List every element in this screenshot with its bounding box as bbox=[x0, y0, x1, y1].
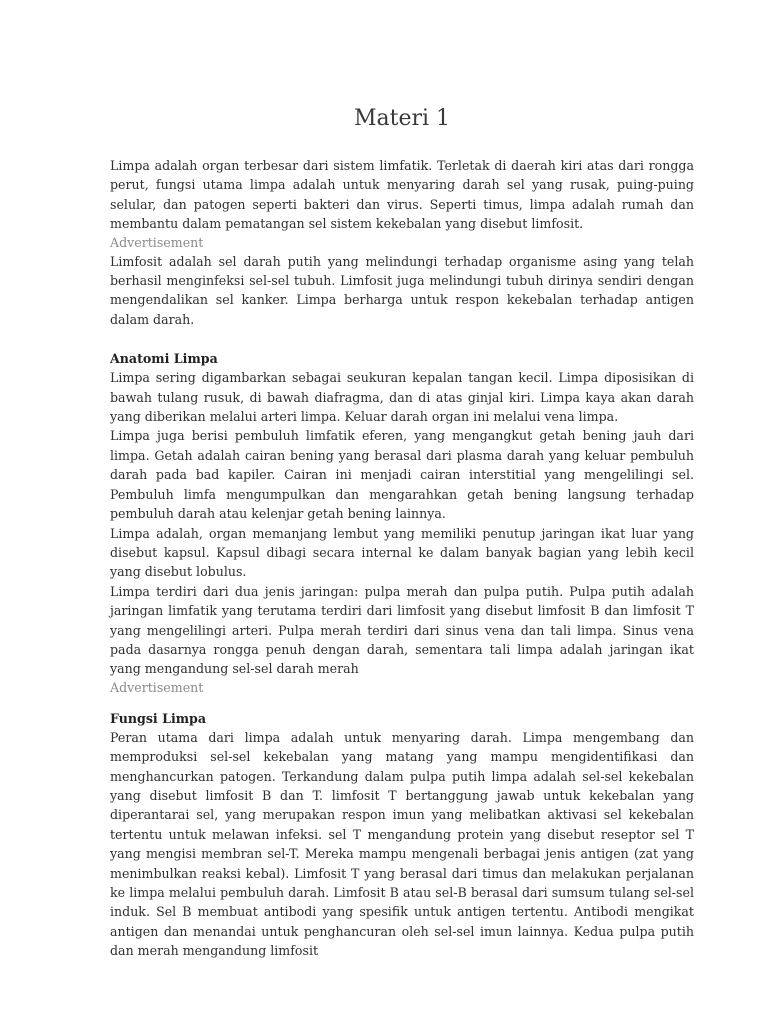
section-heading-anatomi: Anatomi Limpa bbox=[110, 351, 218, 367]
anatomi-paragraph-3: Limpa adalah, organ memanjang lembut yang memiliki penutup jaringan ikat luar yang disebut kapsul. Kapsul dibagi secara internal ke dalam banyak bagian yang lebih kecil yang disebut lobulus. bbox=[110, 525, 694, 580]
page-title: Materi 1 bbox=[353, 106, 451, 131]
section-heading-fungsi: Fungsi Limpa bbox=[110, 710, 207, 726]
intro-paragraph-2: Limfosit adalah sel darah putih yang melindungi terhadap organisme asing yang telah berhasil menginfeksi sel-sel tubuh. Limfosit juga melindungi tubuh dirinya sendiri dengan mengendalikan sel kanker. Limpa berharga untuk respon kekebalan terhadap antigen dalam darah. bbox=[110, 253, 694, 327]
anatomi-paragraph-2: Limpa juga berisi pembuluh limfatik eferen, yang mengangkut getah bening jauh dari limpa. Getah adalah cairan bening yang berasal dari plasma darah yang keluar pembuluh darah pada bad kapiler. Cairan ini menjadi cairan interstitial yang mengelilingi sel. Pembuluh limfa mengumpulkan dan mengarahkan getah bening langsung terhadap pembuluh darah atau kelenjar getah bening lainnya. bbox=[110, 428, 694, 522]
anatomi-paragraph-1: Limpa sering digambarkan sebagai seukuran kepalan tangan kecil. Limpa diposisikan di bawah tulang rusuk, di bawah diafragma, dan di atas ginjal kiri. Limpa kaya akan darah yang diberikan melalui arteri limpa. Keluar darah organ ini melalui vena limpa. bbox=[110, 370, 694, 425]
fungsi-paragraph-1: Peran utama dari limpa adalah untuk menyaring darah. Limpa mengembang dan memproduksi sel-sel kekebalan yang matang yang mampu mengidentifikasi dan menghancurkan patogen. Terkandung dalam pulpa putih limpa adalah sel-sel kekebalan yang disebut limfosit B dan T. limfosit T bertanggung jawab untuk kekebalan yang diperantarai sel, yang merupakan respon imun yang melibatkan aktivasi sel kekebalan tertentu untuk melawan infeksi. sel T mengandung protein yang disebut reseptor sel T yang mengisi membran sel-T. Mereka mampu mengenali berbagai jenis antigen (zat yang menimbulkan reaksi kebal). Limfosit T yang berasal dari timus dan melakukan perjalanan ke limpa melalui pembuluh darah. Limfosit B atau sel-B berasal dari sumsum tulang sel-sel induk. Sel B membuat antibodi yang spesifik untuk antigen tertentu. Antibodi mengikat antigen dan menandai untuk penghancuran oleh sel-sel imun lainnya. Kedua pulpa putih dan merah mengandung limfosit bbox=[110, 729, 694, 959]
document-page bbox=[110, 104, 694, 961]
intro-paragraph: Limpa adalah organ terbesar dari sistem limfatik. Terletak di daerah kiri atas dari rongga perut, fungsi utama limpa adalah untuk menyaring darah sel yang rusak, puing-puing selular, dan patogen seperti bakteri dan virus. Seperti timus, limpa adalah rumah dan membantu dalam pematangan sel sistem kekebalan yang disebut limfosit. bbox=[110, 158, 694, 232]
anatomi-paragraph-4: Limpa terdiri dari dua jenis jaringan: pulpa merah dan pulpa putih. Pulpa putih adalah jaringan limfatik yang terutama terdiri dari limfosit yang disebut limfosit B dan limfosit T yang mengelilingi arteri. Pulpa merah terdiri dari sinus vena dan tali limpa. Sinus vena pada dasarnya rongga penuh dengan darah, sementara tali limpa adalah jaringan ikat yang mengandung sel-sel darah merah bbox=[110, 583, 694, 677]
advertisement-label: Advertisement bbox=[110, 234, 204, 250]
advertisement-label-2: Advertisement bbox=[110, 679, 204, 695]
